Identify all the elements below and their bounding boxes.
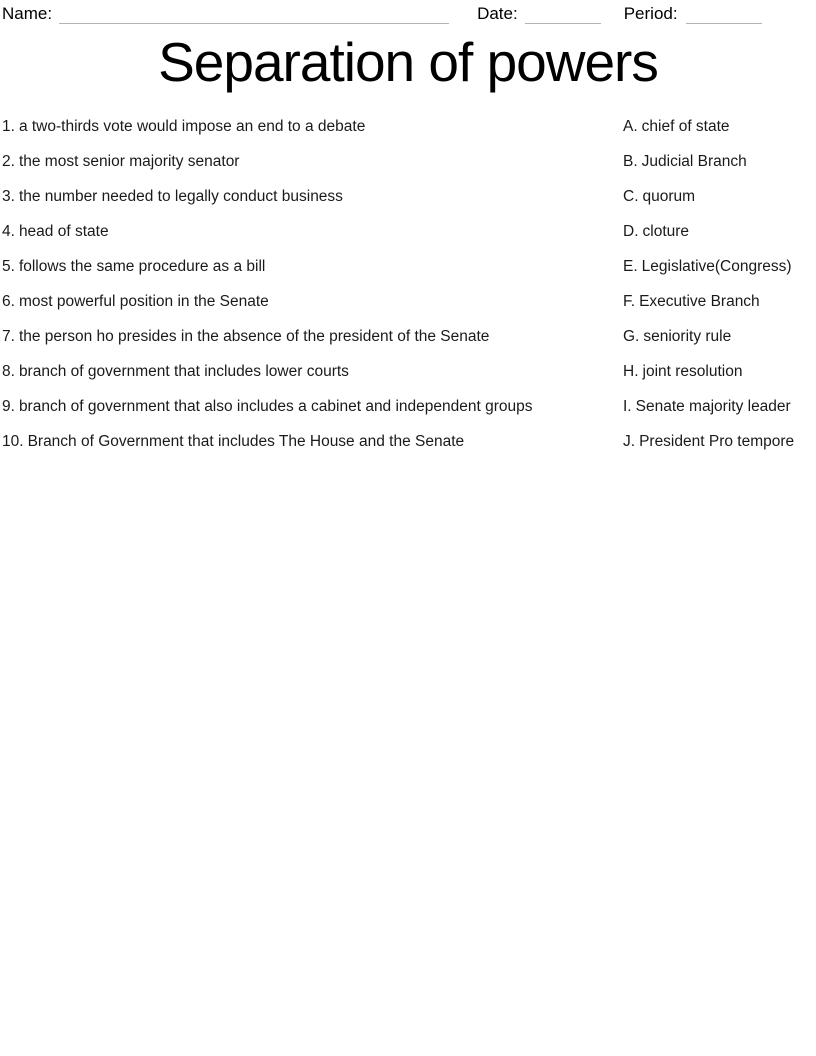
question-number: 5. [2, 258, 15, 275]
answer-item [623, 117, 814, 136]
question-text: a two-thirds vote would impose an end to a debate [18, 118, 366, 135]
matching-exercise [2, 117, 814, 467]
question-number: 10. [2, 433, 24, 450]
answer-letter: J. [623, 433, 636, 450]
period-label: Period: [623, 4, 678, 23]
answer-item [623, 292, 814, 311]
match-row [2, 152, 814, 187]
answer-letter: F. [623, 293, 636, 310]
answer-item [623, 222, 814, 241]
answer-text: cloture [642, 223, 690, 240]
match-row [2, 117, 814, 152]
question-text: the number needed to legally conduct business [18, 188, 343, 205]
question-item [2, 327, 623, 346]
answer-item [623, 152, 814, 171]
question-text: head of state [18, 223, 109, 240]
answer-letter: C. [623, 188, 639, 205]
question-item [2, 187, 623, 206]
question-number: 8. [2, 363, 15, 380]
match-row [2, 257, 814, 292]
answer-item [623, 362, 814, 381]
answer-item [623, 257, 814, 276]
answer-letter: A. [623, 118, 638, 135]
answer-text: President Pro tempore [639, 433, 795, 450]
match-row [2, 292, 814, 327]
question-text: the most senior majority senator [18, 153, 240, 170]
match-row [2, 222, 814, 257]
answer-text: Judicial Branch [641, 153, 747, 170]
match-row [2, 187, 814, 222]
question-number: 6. [2, 293, 15, 310]
answer-item [623, 327, 814, 346]
question-text: the person ho presides in the absence of the president of the Senate [18, 328, 490, 345]
match-row [2, 397, 814, 432]
question-item [2, 222, 623, 241]
question-item [2, 362, 623, 381]
question-number: 1. [2, 118, 15, 135]
question-item [2, 292, 623, 311]
question-text: branch of government that also includes a cabinet and independent groups [18, 398, 533, 415]
answer-item [623, 187, 814, 206]
answer-letter: G. [623, 328, 640, 345]
page-title: Separation of powers [158, 31, 658, 93]
question-number: 2. [2, 153, 15, 170]
question-number: 3. [2, 188, 15, 205]
period-blank-line [686, 6, 762, 24]
answer-letter: I. [623, 398, 632, 415]
question-number: 4. [2, 223, 15, 240]
answer-item [623, 397, 814, 416]
question-text: most powerful position in the Senate [18, 293, 269, 310]
match-row [2, 327, 814, 362]
match-row [2, 362, 814, 397]
name-blank-line [59, 6, 449, 24]
answer-letter: H. [623, 363, 639, 380]
header-row [2, 2, 814, 24]
answer-letter: E. [623, 258, 638, 275]
answer-letter: D. [623, 223, 639, 240]
question-item [2, 117, 623, 136]
question-text: follows the same procedure as a bill [18, 258, 266, 275]
answer-text: Executive Branch [639, 293, 760, 310]
answer-text: chief of state [641, 118, 730, 135]
question-item [2, 432, 623, 451]
question-number: 9. [2, 398, 15, 415]
answer-text: Senate majority leader [635, 398, 791, 415]
answer-text: seniority rule [643, 328, 732, 345]
match-row [2, 432, 814, 467]
answer-text: Legislative(Congress) [641, 258, 792, 275]
answer-item [623, 432, 814, 451]
question-text: Branch of Government that includes The House and the Senate [27, 433, 465, 450]
question-text: branch of government that includes lower courts [18, 363, 349, 380]
question-item [2, 397, 623, 416]
answer-letter: B. [623, 153, 638, 170]
name-label: Name: [2, 4, 53, 23]
question-number: 7. [2, 328, 15, 345]
question-item [2, 257, 623, 276]
date-label: Date: [477, 4, 518, 23]
date-blank-line [525, 6, 601, 24]
answer-text: joint resolution [642, 363, 743, 380]
question-item [2, 152, 623, 171]
answer-text: quorum [642, 188, 696, 205]
